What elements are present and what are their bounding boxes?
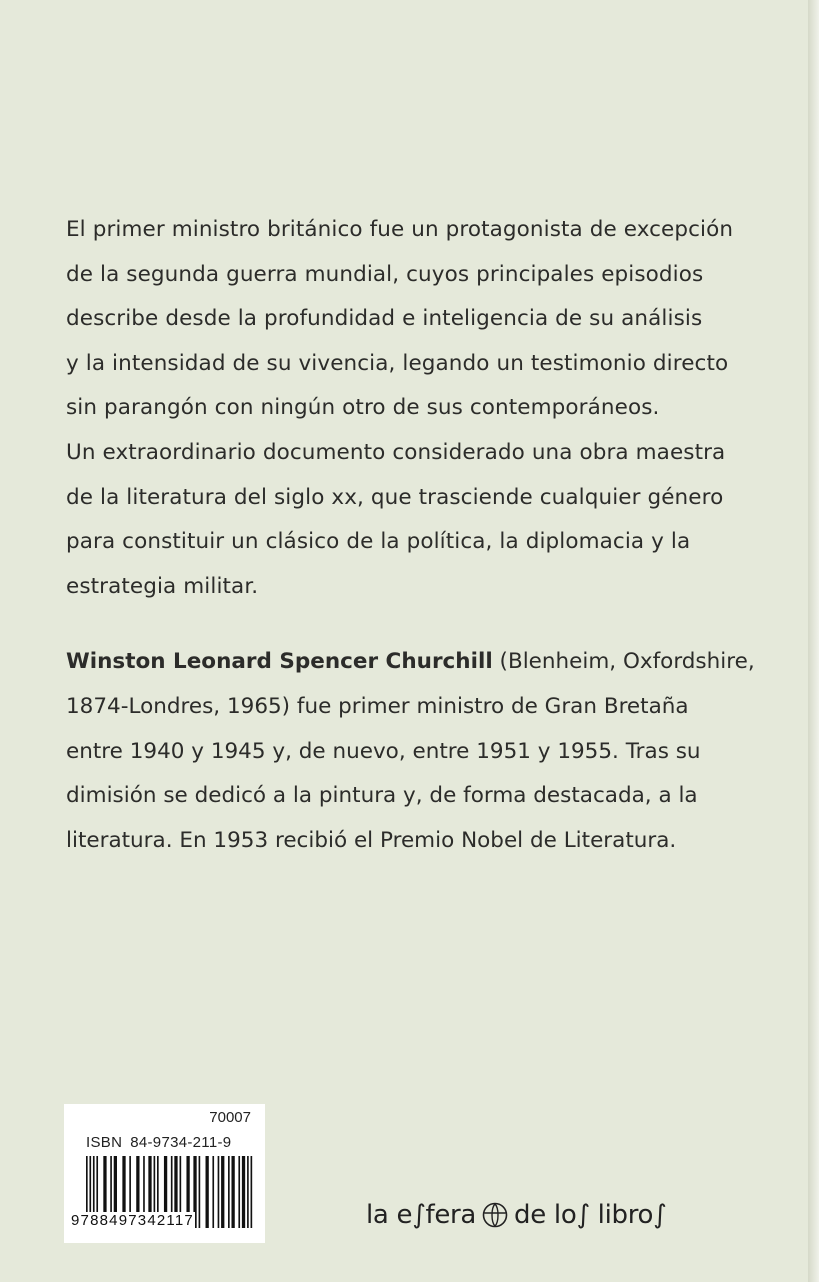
isbn-number: 84-9734-211-9 [130, 1134, 232, 1151]
synopsis-line: describe desde la profundidad e inteligencia de su análisis [66, 306, 703, 332]
synopsis-line: de la literatura del siglo xx, que trasciende cualquier género [66, 484, 724, 510]
bio-line [66, 640, 755, 685]
synopsis-line: sin parangón con ningún otro de sus contemporáneos. [66, 395, 660, 421]
barcode-label [64, 1104, 265, 1243]
cover-edge [808, 0, 819, 1282]
bio-line: dimisión se dedicó a la pintura y, de forma destacada, a la [66, 783, 698, 809]
synopsis-line: para constituir un clásico de la política, la diplomacia y la [66, 529, 691, 555]
synopsis-line: y la intensidad de su vivencia, legando un testimonio directo [66, 350, 729, 376]
publisher-logo [366, 1200, 666, 1230]
ean-digits [70, 1212, 260, 1229]
author-bio [66, 640, 755, 864]
synopsis-line: de la segunda guerra mundial, cuyos principales episodios [66, 261, 704, 287]
isbn-label: ISBN [86, 1134, 123, 1151]
publisher-emblem-icon [482, 1202, 508, 1228]
isbn-line [86, 1134, 231, 1151]
bio-line: literatura. En 1953 recibió el Premio Nobel de Literatura. [66, 828, 677, 854]
synopsis-line: estrategia militar. [66, 573, 259, 599]
bio-line: entre 1940 y 1945 y, de nuevo, entre 1951 y 1955. Tras su [66, 738, 701, 764]
product-code: 70007 [209, 1109, 251, 1126]
publisher-name-part1: la e∫fera [366, 1200, 477, 1230]
publisher-name-part2: de lo∫ libro∫ [514, 1200, 667, 1230]
synopsis-paragraph [66, 208, 734, 609]
synopsis-line: El primer ministro británico fue un protagonista de excepción [66, 217, 734, 242]
ean-number: 9788497342117 [71, 1212, 194, 1229]
bio-line-rest: (Blenheim, Oxfordshire, [492, 649, 755, 674]
synopsis-line: Un extraordinario documento considerado una obra maestra [66, 439, 726, 465]
bio-line: 1874-Londres, 1965) fue primer ministro de Gran Bretaña [66, 693, 689, 719]
author-name: Winston Leonard Spencer Churchill [66, 649, 493, 674]
